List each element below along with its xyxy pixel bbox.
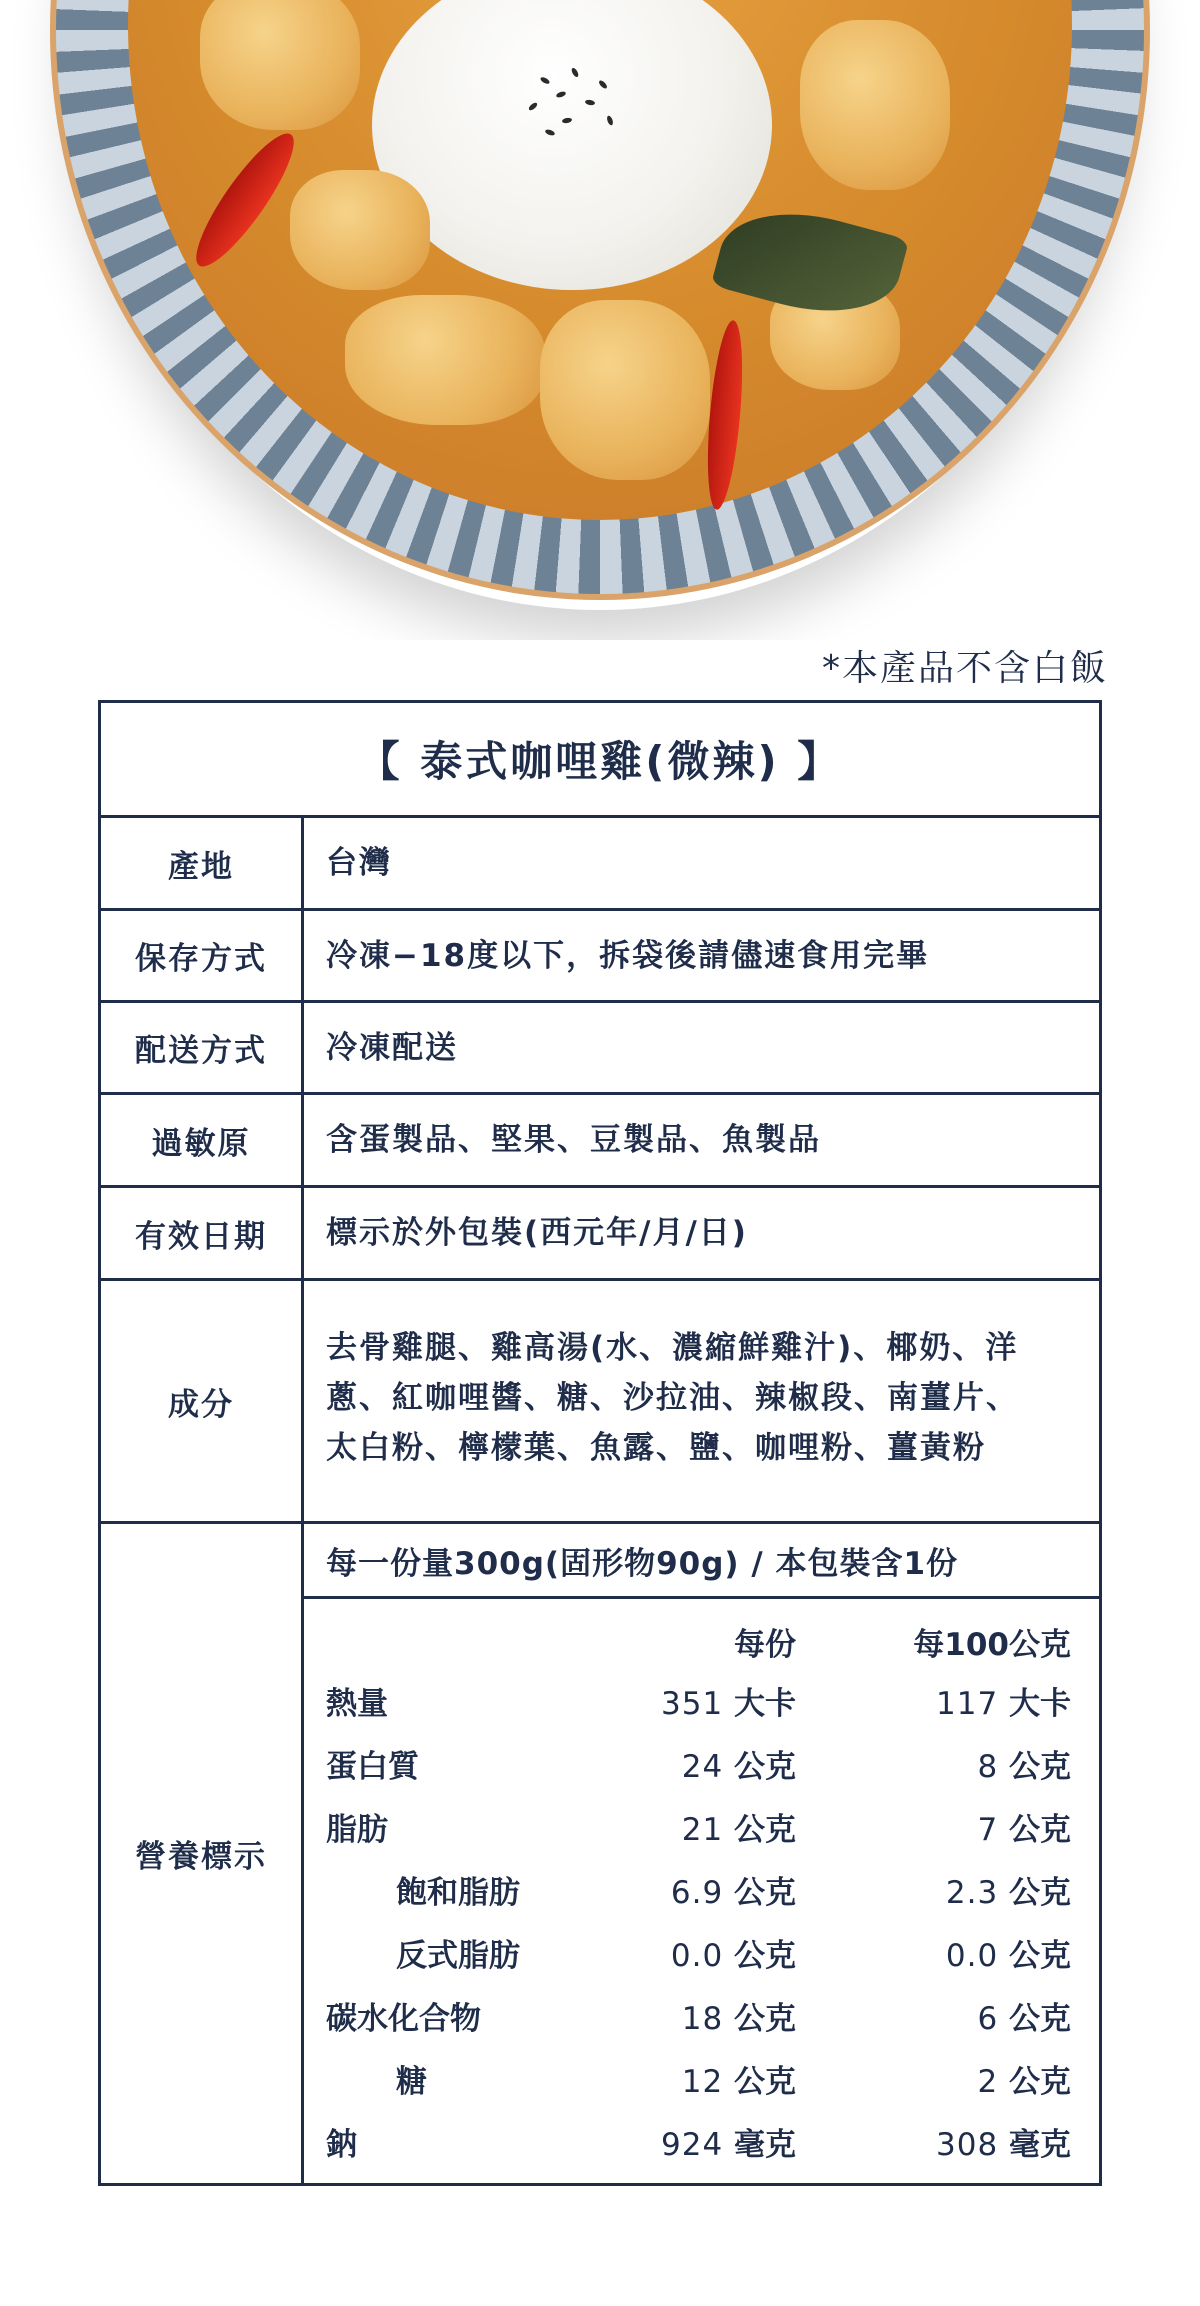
per-100g-unit: 公克 <box>1009 1938 1071 1974</box>
nutrition-row <box>326 2110 1071 2173</box>
nutrient-name: 反式脂肪 <box>396 1938 520 1974</box>
chicken-piece <box>345 295 545 425</box>
per-100g-amount: 0.0 <box>945 1938 999 1974</box>
per-100g-value <box>796 1804 1071 1849</box>
per-100g-unit: 公克 <box>1009 1812 1071 1848</box>
per-100g-unit: 毫克 <box>1009 2127 1071 2163</box>
nutrient-name: 飽和脂肪 <box>396 1875 520 1911</box>
ingredients-list <box>304 1281 1099 1521</box>
per-100g-amount: 308 <box>936 2127 999 2163</box>
per-serving-value <box>586 1867 796 1912</box>
per-serving-value <box>586 1993 796 2038</box>
per-serving-unit: 毫克 <box>734 2127 796 2163</box>
spec-row-origin <box>101 818 1099 911</box>
per-100g-unit: 公克 <box>1009 1875 1071 1911</box>
spec-value: 冷凍配送 <box>326 1029 458 1066</box>
per-100g-value <box>796 1867 1071 1912</box>
per-100g-header: 每100公克 <box>913 1626 1071 1663</box>
per-100g-value <box>796 1930 1071 1975</box>
spec-label: 產地 <box>101 818 304 908</box>
spec-row-storage <box>101 911 1099 1003</box>
spec-row-expiry <box>101 1188 1099 1281</box>
nutrition-row <box>326 1732 1071 1795</box>
per-serving-amount: 24 <box>681 1749 724 1785</box>
per-serving-amount: 21 <box>681 1812 724 1848</box>
per-serving-unit: 公克 <box>734 1875 796 1911</box>
chicken-piece <box>200 0 360 130</box>
nutrient-name: 碳水化合物 <box>326 2001 481 2037</box>
per-serving-unit: 公克 <box>734 1749 796 1785</box>
per-serving-amount: 6.9 <box>670 1875 724 1911</box>
nutrient-name: 蛋白質 <box>326 1749 419 1785</box>
nutrition-facts <box>304 1524 1099 2183</box>
per-100g-value <box>796 1993 1071 2038</box>
per-100g-value <box>796 1741 1071 1786</box>
no-rice-note: *本產品不含白飯 <box>821 648 1108 689</box>
per-serving-header: 每份 <box>734 1626 796 1663</box>
per-100g-amount: 7 <box>977 1812 999 1848</box>
per-serving-unit: 公克 <box>734 1938 796 1974</box>
spec-row-ingredients <box>101 1281 1099 1524</box>
chicken-piece <box>290 170 430 290</box>
per-serving-amount: 18 <box>681 2001 724 2037</box>
per-100g-amount: 8 <box>977 1749 999 1785</box>
per-serving-value <box>586 1804 796 1849</box>
per-100g-amount: 2.3 <box>945 1875 999 1911</box>
per-100g-unit: 公克 <box>1009 2001 1071 2037</box>
spec-value: 含蛋製品、堅果、豆製品、魚製品 <box>326 1122 821 1158</box>
chicken-piece <box>800 20 950 190</box>
per-serving-value <box>586 2119 796 2164</box>
spec-row-allergens <box>101 1095 1099 1188</box>
per-serving-amount: 351 <box>661 1686 724 1722</box>
serving-size: 每一份量300g(固形物90g) / 本包裝含1份 <box>304 1524 1099 1599</box>
per-100g-amount: 6 <box>977 2001 999 2037</box>
nutrition-table <box>304 1599 1099 2183</box>
nutrition-row <box>326 1669 1071 1732</box>
per-100g-value <box>796 1678 1071 1723</box>
spec-label: 有效日期 <box>101 1188 304 1278</box>
spec-label: 過敏原 <box>101 1095 304 1185</box>
ingredients-line: 太白粉、檸檬葉、魚露、鹽、咖哩粉、薑黃粉 <box>326 1430 986 1466</box>
nutrition-row <box>326 2047 1071 2110</box>
nutrition-row <box>326 1858 1071 1921</box>
product-spec-table <box>98 700 1102 2186</box>
nutrition-row <box>326 1795 1071 1858</box>
per-100g-unit: 大卡 <box>1009 1686 1071 1722</box>
ingredients-line: 去骨雞腿、雞高湯(水、濃縮鮮雞汁)、椰奶、洋 <box>326 1330 1019 1366</box>
chicken-piece <box>540 300 710 480</box>
spec-label: 成分 <box>101 1281 304 1521</box>
per-serving-unit: 公克 <box>734 1812 796 1848</box>
per-serving-amount: 12 <box>681 2064 724 2100</box>
per-serving-unit: 公克 <box>734 2064 796 2100</box>
spec-label: 營養標示 <box>101 1524 304 2183</box>
per-100g-amount: 117 <box>936 1686 999 1722</box>
per-serving-unit: 大卡 <box>734 1686 796 1722</box>
per-100g-amount: 2 <box>977 2064 999 2100</box>
per-serving-value <box>586 1930 796 1975</box>
per-serving-unit: 公克 <box>734 2001 796 2037</box>
per-serving-value <box>586 1678 796 1723</box>
per-serving-value <box>586 1741 796 1786</box>
per-100g-value <box>796 2056 1071 2101</box>
nutrient-name: 糖 <box>396 2064 427 2100</box>
product-photo <box>0 0 1200 640</box>
spec-row-nutrition <box>101 1524 1099 2183</box>
per-serving-amount: 0.0 <box>670 1938 724 1974</box>
nutrition-header <box>326 1613 1071 1669</box>
nutrient-name: 鈉 <box>326 2127 357 2163</box>
nutrition-row <box>326 1984 1071 2047</box>
per-serving-amount: 924 <box>661 2127 724 2163</box>
nutrient-name: 脂肪 <box>326 1812 388 1848</box>
spec-label: 配送方式 <box>101 1003 304 1092</box>
per-100g-value <box>796 2119 1071 2164</box>
ingredients-line: 蔥、紅咖哩醬、糖、沙拉油、辣椒段、南薑片、 <box>326 1380 1019 1416</box>
per-100g-unit: 公克 <box>1009 1749 1071 1785</box>
product-title: 【 泰式咖哩雞(微辣) 】 <box>101 703 1099 818</box>
spec-row-delivery <box>101 1003 1099 1095</box>
per-100g-unit: 公克 <box>1009 2064 1071 2100</box>
per-serving-value <box>586 2056 796 2101</box>
spec-value: 台灣 <box>326 845 392 881</box>
nutrition-row <box>326 1921 1071 1984</box>
nutrient-name: 熱量 <box>326 1686 388 1722</box>
spec-value: 標示於外包裝(西元年/月/日) <box>326 1215 748 1251</box>
spec-value: 冷凍−18度以下，拆袋後請儘速食用完畢 <box>326 937 930 974</box>
spec-label: 保存方式 <box>101 911 304 1000</box>
